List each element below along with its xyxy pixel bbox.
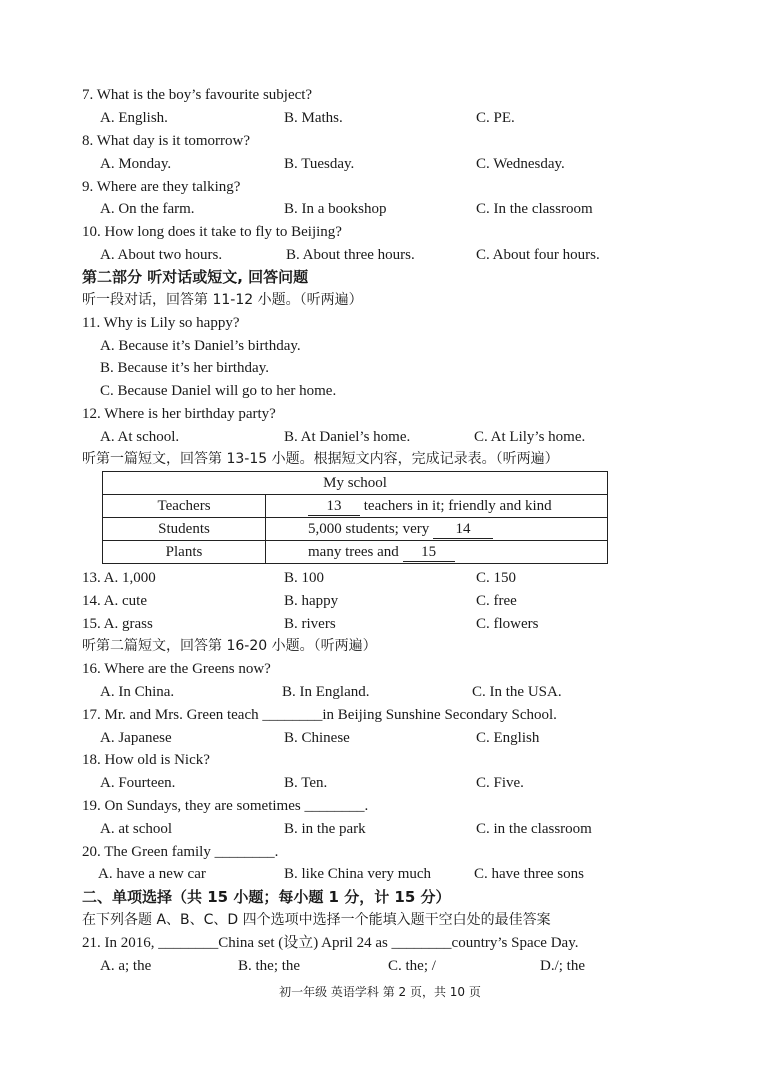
section-heading: 二、单项选择（共 15 小题；每小题 1 分，计 15 分） [82, 888, 451, 906]
option-a: A. Because it’s Daniel’s birthday. [100, 338, 301, 354]
option-c: C. In the classroom [476, 201, 593, 217]
row-content [266, 495, 608, 518]
option-b: B. rivers [284, 616, 336, 632]
record-table [102, 471, 608, 564]
question-9: 9. Where are they talking? [82, 179, 241, 195]
row-label: Plants [103, 541, 266, 564]
option-c: C. Five. [476, 775, 524, 791]
row-label: Students [103, 518, 266, 541]
table-row [103, 518, 608, 541]
question-8: 8. What day is it tomorrow? [82, 133, 251, 149]
option-c: C. English [476, 730, 540, 746]
option-a: A. At school. [100, 429, 180, 445]
option-c: C. flowers [476, 616, 539, 632]
question-7: 7. What is the boy’s favourite subject? [82, 87, 313, 103]
option-a: A. English. [100, 110, 168, 126]
option-a: A. In China. [100, 684, 175, 700]
row-text-pre: 5,000 students; very [308, 521, 433, 537]
question-16: 16. Where are the Greens now? [82, 661, 271, 677]
option-b: B. happy [284, 593, 339, 609]
table-row [103, 495, 608, 518]
question-19: 19. On Sundays, they are sometimes ________. [82, 798, 369, 814]
option-c: C. In the USA. [472, 684, 562, 700]
table-row [103, 541, 608, 564]
option-d: D./; the [540, 958, 585, 974]
option-b: B. 100 [284, 570, 325, 586]
option-a: A. Fourteen. [100, 775, 176, 791]
option-a: A. have a new car [98, 866, 206, 882]
option-c: C. free [476, 593, 517, 609]
option-b: B. Ten. [284, 775, 328, 791]
option-a: 13. A. 1,000 [82, 570, 156, 586]
option-a: A. About two hours. [100, 247, 223, 263]
option-b: B. Chinese [284, 730, 350, 746]
option-a: 15. A. grass [82, 616, 153, 632]
option-b: B. like China very much [284, 866, 432, 882]
question-10: 10. How long does it take to fly to Beijing? [82, 224, 342, 240]
option-b: B. In England. [282, 684, 370, 700]
option-a: A. a; the [100, 958, 152, 974]
option-b: B. At Daniel’s home. [284, 429, 411, 445]
blank-15: 15 [403, 544, 455, 562]
option-c: C. Wednesday. [476, 156, 565, 172]
option-a: A. Monday. [100, 156, 172, 172]
question-12: 12. Where is her birthday party? [82, 406, 276, 422]
question-20: 20. The Green family ________. [82, 844, 279, 860]
question-21: 21. In 2016, ________China set (设立) April 24 as ________country’s Space Day. [82, 935, 579, 951]
option-c: C. At Lily’s home. [474, 429, 586, 445]
blank-14: 14 [433, 521, 493, 539]
option-c: C. the; / [388, 958, 436, 974]
page-footer: 初一年级 英语学科 第 2 页，共 10 页 [279, 985, 481, 999]
option-a: A. Japanese [100, 730, 172, 746]
option-a: A. On the farm. [100, 201, 195, 217]
option-b: B. Maths. [284, 110, 343, 126]
section-heading: 第二部分 听对话或短文, 回答问题 [82, 268, 309, 286]
option-c: C. PE. [476, 110, 515, 126]
question-17: 17. Mr. and Mrs. Green teach ________in Beijing Sunshine Secondary School. [82, 707, 557, 723]
row-text-post: teachers in it; friendly and kind [360, 498, 552, 514]
instruction: 听第二篇短文，回答第 16-20 小题。（听两遍） [82, 638, 377, 654]
option-b: B. In a bookshop [284, 201, 387, 217]
question-11: 11. Why is Lily so happy? [82, 315, 240, 331]
instruction: 在下列各题 A、B、C、D 四个选项中选择一个能填入题干空白处的最佳答案 [82, 912, 551, 928]
option-b: B. Tuesday. [284, 156, 355, 172]
option-c: C. Because Daniel will go to her home. [100, 383, 337, 399]
option-b: B. About three hours. [286, 247, 415, 263]
table-title: My school [103, 472, 608, 495]
option-b: B. in the park [284, 821, 366, 837]
option-b: B. Because it’s her birthday. [100, 360, 269, 376]
instruction: 听一段对话，回答第 11-12 小题。（听两遍） [82, 292, 363, 308]
row-content [266, 518, 608, 541]
row-label: Teachers [103, 495, 266, 518]
row-text-pre: many trees and [308, 544, 403, 560]
option-b: B. the; the [238, 958, 301, 974]
option-c: C. 150 [476, 570, 517, 586]
option-c: C. have three sons [474, 866, 584, 882]
blank-13: 13 [308, 498, 360, 516]
option-c: C. in the classroom [476, 821, 592, 837]
row-content [266, 541, 608, 564]
question-18: 18. How old is Nick? [82, 752, 210, 768]
option-a: A. at school [100, 821, 173, 837]
option-a: 14. A. cute [82, 593, 147, 609]
option-c: C. About four hours. [476, 247, 600, 263]
instruction: 听第一篇短文，回答第 13-15 小题。根据短文内容，完成记录表。（听两遍） [82, 451, 559, 467]
